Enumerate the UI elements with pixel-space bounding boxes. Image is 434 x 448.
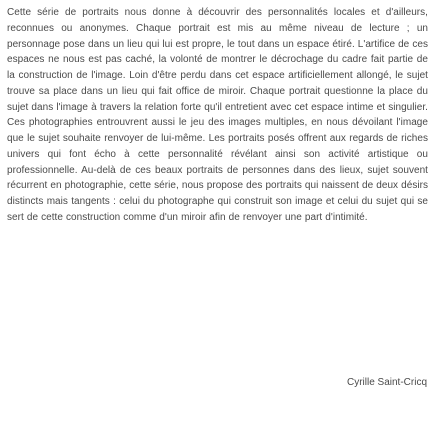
author-signature: Cyrille Saint-Cricq [346, 377, 427, 388]
body-paragraph: Cette série de portraits nous donne à découvrir des personnalités locales et d'ailleurs, reconnues ou anonymes. Chaque portrait est mis au même niveau de lecture ; un personnage pose dans un lieu qui lui est propre, le tout dans un espace étiré. L'artifice de ces espaces ne nous est pas caché, la volonté de montrer le décrochage du cadre fait partie de la construction de l'image. Loin d'être perdu dans cet espace artificiellement allongé, le sujet trouve sa place dans un lieu qui fait office de miroir. Chaque portrait questionne la place du sujet dans l'image à travers la relation forte qu'il entretient avec cet espace intime et singulier. Ces photographies entrouvrent aussi le jeu des images multiples, en nous dévoilant l'image que le sujet souhaite renvoyer de lui-même. Les portraits posés offrent aux regards de riches univers qui font écho à cette personnalité révélant ainsi son activité artistique ou professionnelle. Au-delà de ces beaux portraits de personnes dans des lieux, sujet souvent récurrent en photographie, cette série, nous propose des portraits qui naissent de deux désirs distincts mais tangents : celui du photographe qui construit son image et celui du sujet qui se sert de cette construction comme d'un miroir afin de renvoyer une part d'intimité. [7, 7, 428, 223]
